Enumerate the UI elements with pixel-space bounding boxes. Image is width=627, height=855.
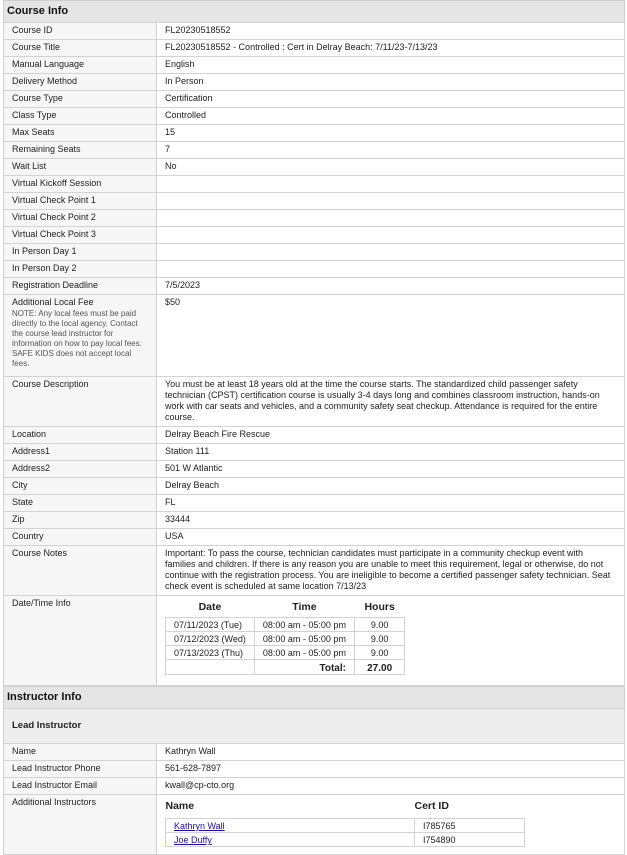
row-value: English xyxy=(157,57,625,74)
row-value: Kathryn Wall xyxy=(157,744,625,761)
row-value xyxy=(157,193,625,210)
row-value: kwall@cp-cto.org xyxy=(157,778,625,795)
instructor-name-header: Name xyxy=(165,800,195,812)
row-value: USA xyxy=(157,529,625,546)
instructor-cert-id: I785765 xyxy=(415,819,525,833)
info-row-datetime xyxy=(4,596,625,686)
instructor-table xyxy=(3,743,625,855)
row-label: Name xyxy=(4,744,157,761)
schedule-hours: 9.00 xyxy=(354,618,404,632)
row-value: 7 xyxy=(157,142,625,159)
info-row xyxy=(4,744,625,761)
info-row-local-fee xyxy=(4,295,625,377)
row-label: Zip xyxy=(4,512,157,529)
row-label: Registration Deadline xyxy=(4,278,157,295)
row-value: Delray Beach Fire Rescue xyxy=(157,427,625,444)
info-row xyxy=(4,74,625,91)
instructor-name-link[interactable]: Joe Duffy xyxy=(174,835,212,845)
schedule-row xyxy=(166,646,405,660)
row-label: Lead Instructor Email xyxy=(4,778,157,795)
row-label: Location xyxy=(4,427,157,444)
info-row xyxy=(4,495,625,512)
schedule-total-row xyxy=(166,660,405,675)
info-row xyxy=(4,159,625,176)
row-label: Manual Language xyxy=(4,57,157,74)
info-row xyxy=(4,529,625,546)
info-row xyxy=(4,427,625,444)
row-label: In Person Day 2 xyxy=(4,261,157,278)
row-label: Course Type xyxy=(4,91,157,108)
info-row xyxy=(4,57,625,74)
row-value: FL20230518552 - Controlled : Cert in Delray Beach: 7/11/23-7/13/23 xyxy=(157,40,625,57)
schedule-total-value: 27.00 xyxy=(354,660,404,675)
instructor-cert-header: Cert ID xyxy=(414,800,449,812)
info-row xyxy=(4,142,625,159)
info-row xyxy=(4,461,625,478)
schedule-time: 08:00 am - 05:00 pm xyxy=(254,618,354,632)
schedule-time: 08:00 am - 05:00 pm xyxy=(254,646,354,660)
row-value: Station 111 xyxy=(157,444,625,461)
row-label: Course ID xyxy=(4,23,157,40)
row-value: $50 xyxy=(157,295,625,377)
schedule-time: 08:00 am - 05:00 pm xyxy=(254,632,354,646)
course-detail-page xyxy=(3,0,625,855)
info-row xyxy=(4,23,625,40)
instructor-name-link[interactable]: Kathryn Wall xyxy=(174,821,225,831)
info-row xyxy=(4,761,625,778)
info-row xyxy=(4,261,625,278)
info-row xyxy=(4,108,625,125)
schedule-hours: 9.00 xyxy=(354,646,404,660)
info-row xyxy=(4,444,625,461)
instructor-cert-id: I754890 xyxy=(415,833,525,847)
info-row-notes xyxy=(4,546,625,596)
row-value: Important: To pass the course, technician candidates must participate in a community checkup event with families and children. If there is any reason you are unable to meet this requirement, legal or otherwise, do not continue with the registration process. You are ineligible to become a certified passenger safety technician. Seat check event is scheduled at same location 7/13/23 xyxy=(157,546,625,596)
info-row xyxy=(4,478,625,495)
row-label: Course Notes xyxy=(4,546,157,596)
schedule-total-label: Total: xyxy=(254,660,354,675)
info-row xyxy=(4,512,625,529)
row-label: Wait List xyxy=(4,159,157,176)
info-row xyxy=(4,278,625,295)
instructor-row xyxy=(166,819,525,833)
row-value xyxy=(157,176,625,193)
row-label: In Person Day 1 xyxy=(4,244,157,261)
info-row xyxy=(4,778,625,795)
schedule-date: 07/11/2023 (Tue) xyxy=(166,618,255,632)
row-value: 561-628-7897 xyxy=(157,761,625,778)
schedule-date: 07/13/2023 (Thu) xyxy=(166,646,255,660)
row-label: Additional Local Fee xyxy=(12,297,94,307)
row-value: Controlled xyxy=(157,108,625,125)
row-value xyxy=(157,244,625,261)
info-row xyxy=(4,210,625,227)
row-label: Remaining Seats xyxy=(4,142,157,159)
info-row-description xyxy=(4,377,625,427)
row-label: Course Description xyxy=(4,377,157,427)
row-value: 33444 xyxy=(157,512,625,529)
row-label: Class Type xyxy=(4,108,157,125)
row-label: Virtual Check Point 2 xyxy=(4,210,157,227)
row-label: Additional Instructors xyxy=(4,795,157,855)
row-label: Date/Time Info xyxy=(4,596,157,686)
row-value: FL20230518552 xyxy=(157,23,625,40)
schedule-hours-header: Hours xyxy=(364,601,395,613)
additional-instructors-table xyxy=(165,801,525,847)
info-row xyxy=(4,91,625,108)
info-row xyxy=(4,193,625,210)
row-label: Address1 xyxy=(4,444,157,461)
row-label: Course Title xyxy=(4,40,157,57)
instructor-info-heading: Instructor Info xyxy=(3,686,625,708)
info-row xyxy=(4,125,625,142)
row-value xyxy=(157,210,625,227)
info-row xyxy=(4,227,625,244)
row-label: Virtual Kickoff Session xyxy=(4,176,157,193)
schedule-row xyxy=(166,618,405,632)
schedule-hours: 9.00 xyxy=(354,632,404,646)
row-value xyxy=(157,261,625,278)
info-row xyxy=(4,40,625,57)
row-value: You must be at least 18 years old at the time the course starts. The standardized child passenger safety technician (CPST) certification course is usually 3-4 days long and combines classroom instruction, hands-on work with car seats and vehicles, and a community safety seat checkup. Attendance is required for the entire course. xyxy=(157,377,625,427)
row-label: Virtual Check Point 3 xyxy=(4,227,157,244)
local-fee-note: NOTE: Any local fees must be paid directly to the local agency. Contact the course lead instructor for information on how to pay local fees. SAFE KIDS does not accept local fees. xyxy=(12,309,142,368)
course-info-heading: Course Info xyxy=(3,0,625,22)
info-row-additional-instructors xyxy=(4,795,625,855)
row-label: Lead Instructor Phone xyxy=(4,761,157,778)
info-row xyxy=(4,176,625,193)
row-label: Virtual Check Point 1 xyxy=(4,193,157,210)
schedule-time-header: Time xyxy=(292,601,317,613)
row-value: No xyxy=(157,159,625,176)
schedule-row xyxy=(166,632,405,646)
row-value: Certification xyxy=(157,91,625,108)
row-value xyxy=(157,227,625,244)
row-label: Max Seats xyxy=(4,125,157,142)
row-label: Country xyxy=(4,529,157,546)
row-label: Address2 xyxy=(4,461,157,478)
row-value: In Person xyxy=(157,74,625,91)
lead-instructor-heading: Lead Instructor xyxy=(3,708,625,743)
schedule-date: 07/12/2023 (Wed) xyxy=(166,632,255,646)
row-label: City xyxy=(4,478,157,495)
schedule-table xyxy=(165,602,405,675)
course-info-table xyxy=(3,22,625,686)
row-label: State xyxy=(4,495,157,512)
row-value: 7/5/2023 xyxy=(157,278,625,295)
row-value: Delray Beach xyxy=(157,478,625,495)
row-value: FL xyxy=(157,495,625,512)
row-label: Delivery Method xyxy=(4,74,157,91)
info-row xyxy=(4,244,625,261)
row-value: 501 W Atlantic xyxy=(157,461,625,478)
schedule-date-header: Date xyxy=(198,601,222,613)
row-value: 15 xyxy=(157,125,625,142)
